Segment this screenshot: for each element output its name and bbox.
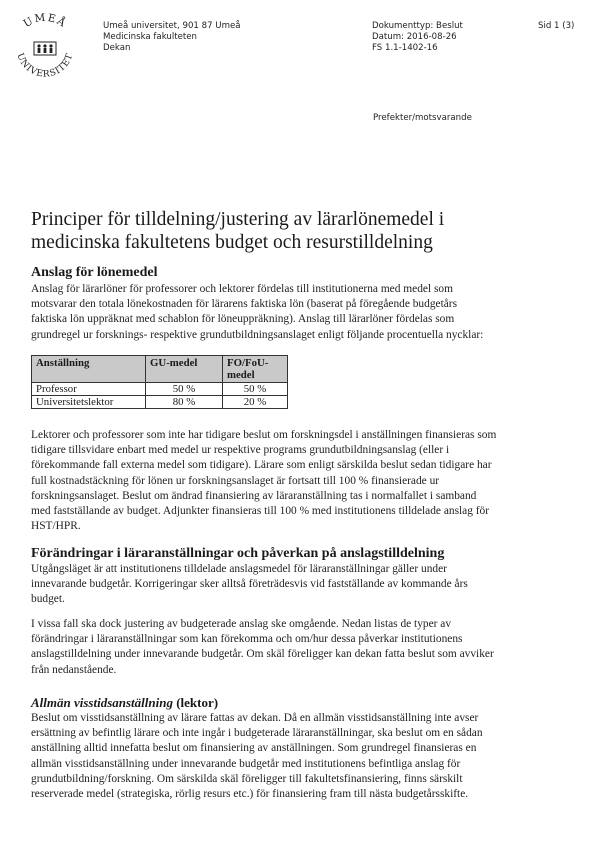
- text-line: från nedanstående.: [31, 663, 117, 676]
- text-line: budget.: [31, 593, 65, 606]
- table-cell: Universitetslektor: [32, 396, 146, 409]
- section3-paragraph: [31, 711, 563, 802]
- text-line: HST/HPR.: [31, 520, 81, 533]
- section1-paragraph-1: [31, 282, 563, 343]
- title-line: Principer för tilldelning/justering av lärarlönemedel i: [31, 209, 445, 230]
- section2-paragraph-2: [31, 617, 563, 678]
- table-header-row: [32, 356, 288, 383]
- table-cell: 80 %: [146, 396, 223, 409]
- text-line: Utgångsläget är att institutionens tilldelade anslagsmedel för läraranställningar gäller under: [31, 563, 447, 575]
- table-row: [32, 396, 288, 409]
- document-meta: [372, 21, 463, 54]
- text-line: anställning alltid innefatta beslut om finansiering av anställningen. Som grundregel finansieras en: [31, 742, 477, 755]
- subsection-heading-suffix: (lektor): [172, 695, 219, 710]
- text-line: anslagstilldelning under innevarande budgetår. Om skäl föreligger kan dekan fatta beslut som avviker: [31, 648, 494, 661]
- column-header-anstallning: Anställning: [32, 356, 146, 383]
- document-title: [31, 208, 551, 254]
- text-line: allmän visstidsanställning under innevarande budgetår med institutionens befintliga anslag för: [31, 757, 461, 770]
- table-cell: Professor: [32, 383, 146, 396]
- umea-university-logo: [4, 6, 86, 92]
- text-line: tidigare tillsvidare enbart med medel ur respektive programs grundutbildningsanslag (eller i: [31, 444, 450, 457]
- column-header-fo-medel: FO/FoU- medel: [223, 356, 288, 383]
- section-heading-anslag: Anslag för lönemedel: [31, 265, 158, 280]
- document-reference: FS 1.1-1402-16: [372, 43, 438, 53]
- title-line: medicinska fakultetens budget och resurstilldelning: [31, 232, 433, 253]
- recipients: Prefekter/motsvarande: [373, 113, 472, 123]
- table-cell: 20 %: [223, 396, 288, 409]
- document-date: Datum: 2016-08-26: [372, 32, 457, 42]
- sender-role: Dekan: [103, 43, 131, 53]
- svg-text:UNIVERSITET: UNIVERSITET: [14, 51, 76, 80]
- table-cell: 50 %: [146, 383, 223, 396]
- table-row: [32, 383, 288, 396]
- section1-paragraph-2: [31, 428, 563, 534]
- sender-university: Umeå universitet, 901 87 Umeå: [103, 21, 241, 31]
- text-line: med fastställande av budget. Adjunkter finansieras till 100 % med institutionens tilldelade anslag för: [31, 505, 490, 518]
- text-line: Lektorer och professorer som inte har tidigare beslut om forskningsdel i anställningen finansieras som: [31, 429, 497, 441]
- svg-text:UMEÅ: UMEÅ: [21, 11, 69, 31]
- text-line: innevarande budgetår. Korrigeringar sker alltså företrädesvis vid fastställande av kommande års: [31, 578, 468, 591]
- text-line: grundutbildning/forskning. Om särskilda skäl föreligger till fakultetsfinansiering, finns särskilt: [31, 772, 463, 785]
- table-cell: 50 %: [223, 383, 288, 396]
- sender-faculty: Medicinska fakulteten: [103, 32, 198, 42]
- text-line: Anslag för lärarlöner för professorer och lektorer fördelas till institutionerna med medel som: [31, 283, 453, 295]
- subsection-heading-visstid: [31, 695, 218, 710]
- text-line: grundregel ur forsknings- respektive grundutbildningsanslaget enligt följande procentuella nycklar:: [31, 328, 484, 341]
- text-line: I vissa fall ska dock justering av budgeterade anslag ske omgående. Nedan listas de typer av: [31, 618, 452, 630]
- section-heading-forandringar: Förändringar i läraranställningar och påverkan på anslagstilldelning: [31, 546, 445, 561]
- sender-block: [103, 21, 241, 54]
- text-line: forskningsanslaget. Beslut om ändrad finansiering av läraranställning tas i normalfallet i samband: [31, 489, 477, 502]
- page-number: Sid 1 (3): [538, 21, 575, 31]
- salary-allocation-table: [31, 355, 288, 409]
- text-line: Beslut om visstidsanställning av lärare fattas av dekan. Då en allmän visstidsanställning inte avser: [31, 712, 479, 724]
- section2-paragraph-1: [31, 562, 563, 608]
- text-line: ersättning av befintlig lärare och inte ingår i budgeterade läraranställningar, ska beslut om en sådan: [31, 727, 483, 740]
- subsection-heading-italic: Allmän visstidsanställning: [31, 695, 173, 710]
- document-type: Dokumenttyp: Beslut: [372, 21, 463, 31]
- text-line: faktiska lön uppräknat med schablon för löneuppräkning). Anslag till lärarlöner fördelas som: [31, 313, 455, 326]
- text-line: full kostnadstäckning för lönen ur forskningsanslaget är fortsatt till 100 % finansierade ur: [31, 474, 440, 487]
- text-line: förändringar i läraranställningar som kan förekomma och om/hur dessa påverkar institutionens: [31, 633, 463, 646]
- text-line: förekommande fall externa medel som tidigare). Lärare som enligt särskilda beslut sedan tidigare har: [31, 459, 492, 472]
- text-line: motsvarar den totala lönekostnaden för lärarens faktiska lön (baserat på föregående budgetårs: [31, 298, 458, 311]
- text-line: reserverade medel (strategiska, rörlig resurs etc.) för finansiering fram till nästa budgetårsskifte.: [31, 788, 469, 801]
- column-header-gu-medel: GU-medel: [146, 356, 223, 383]
